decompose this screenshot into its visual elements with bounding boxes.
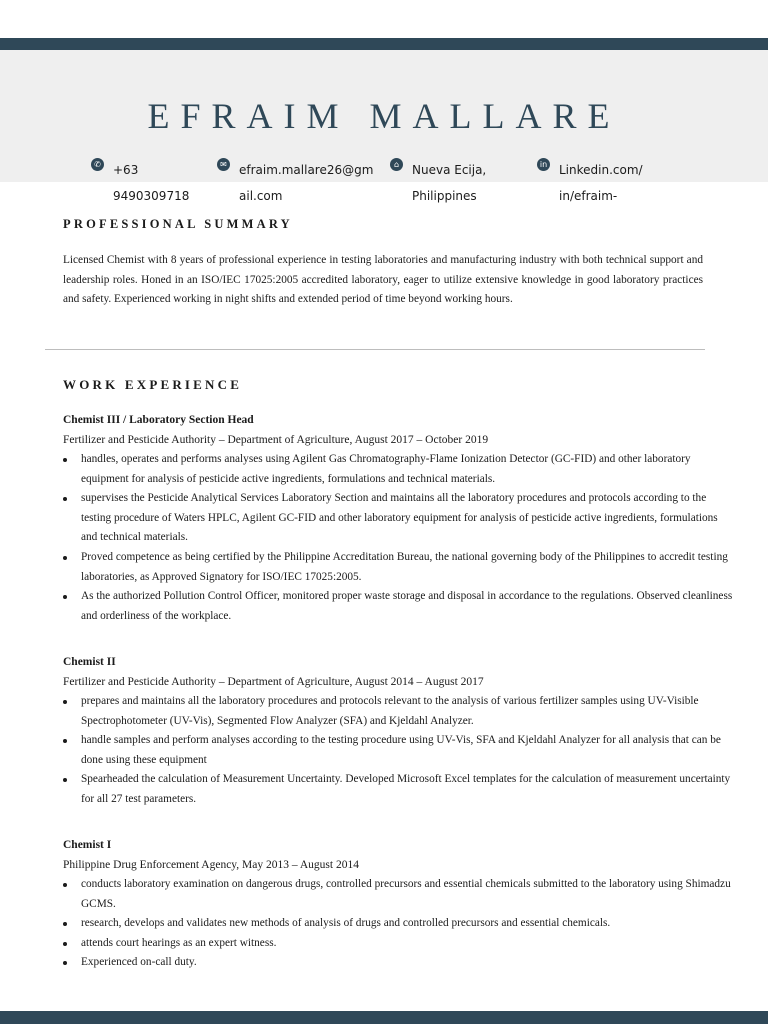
linkedin-line1[interactable]: Linkedin.com/	[559, 163, 643, 177]
bullet-icon	[63, 922, 67, 926]
job-title: Chemist II	[63, 656, 116, 668]
bullet-icon	[63, 458, 67, 462]
job-entry-3	[63, 835, 733, 973]
job-bullets	[63, 875, 733, 973]
bottom-accent-bar	[0, 1011, 768, 1024]
summary-text: Licensed Chemist with 8 years of professional experience in testing laboratories and manufacturing industry with both technical support and leadership roles. Honed in an ISO/IEC 17025:2005 accredited laboratory, eager to utilize extensive knowledge in good laboratory practices and safety. Experienced working in night shifts and extended period of time beyond working hours.	[63, 254, 703, 306]
job-organization: Fertilizer and Pesticide Authority – Department of Agriculture, August 2017 – October 2019	[63, 434, 489, 446]
candidate-name: EFRAIM MALLARE	[147, 96, 621, 136]
contact-phone	[91, 157, 201, 209]
job-organization: Philippine Drug Enforcement Agency, May 2013 – August 2014	[63, 859, 359, 871]
list-item: research, develops and validates new methods of analysis of drugs and controlled precursors and essential chemicals.	[63, 914, 733, 934]
job-bullets	[63, 450, 733, 626]
list-item: Spearheaded the calculation of Measurement Uncertainty. Developed Microsoft Excel templates for the calculation of measurement uncertainty for all 27 test parameters.	[63, 770, 733, 809]
linkedin-icon: in	[537, 158, 550, 171]
bullet-icon	[63, 497, 67, 501]
section-divider	[45, 349, 705, 350]
email-line2[interactable]: ail.com	[239, 189, 283, 203]
contact-email[interactable]	[217, 157, 387, 209]
experience-heading: WORK EXPERIENCE	[63, 377, 243, 392]
job-bullets	[63, 692, 733, 810]
list-item: supervises the Pesticide Analytical Services Laboratory Section and maintains all the laboratory procedures and protocols according to the testing procedure of Waters HPLC, Agilent GC-FID and other laboratory equipment for analysis of pesticide active ingredients, formulations and technical materials.	[63, 489, 733, 548]
list-item: Experienced on-call duty.	[63, 953, 733, 973]
email-icon: ✉	[217, 158, 230, 171]
bullet-icon	[63, 942, 67, 946]
location-line2: Philippines	[412, 189, 477, 203]
list-item: attends court hearings as an expert witness.	[63, 934, 733, 954]
list-item: handles, operates and performs analyses using Agilent Gas Chromatography-Flame Ionization Detector (GC-FID) and other laboratory equipment for analysis of pesticide active ingredients, formulations and technical materials.	[63, 450, 733, 489]
phone-line1: +63	[113, 163, 139, 177]
linkedin-line2[interactable]: in/efraim-	[559, 189, 618, 203]
list-item: conducts laboratory examination on dangerous drugs, controlled precursors and essential chemicals submitted to the laboratory using Shimadzu GCMS.	[63, 875, 733, 914]
phone-icon: ✆	[91, 158, 104, 171]
bullet-icon	[63, 556, 67, 560]
bullet-icon	[63, 961, 67, 965]
job-entry-1	[63, 410, 733, 626]
job-title: Chemist III / Laboratory Section Head	[63, 414, 254, 426]
job-organization: Fertilizer and Pesticide Authority – Department of Agriculture, August 2014 – August 2017	[63, 676, 484, 688]
list-item: handle samples and perform analyses according to the testing procedure using UV-Vis, SFA and Kjeldahl Analyzer for all analysis that can be done using these equipment	[63, 731, 733, 770]
job-title: Chemist I	[63, 839, 112, 851]
bullet-icon	[63, 700, 67, 704]
bullet-icon	[63, 883, 67, 887]
top-accent-bar	[0, 38, 768, 50]
phone-line2: 9490309718	[113, 189, 190, 203]
bullet-icon	[63, 739, 67, 743]
email-line1[interactable]: efraim.mallare26@gm	[239, 163, 374, 177]
contact-location	[390, 157, 520, 209]
list-item: As the authorized Pollution Control Officer, monitored proper waste storage and disposal in accordance to the regulations. Observed cleanliness and orderliness of the workplace.	[63, 587, 733, 626]
bullet-icon	[63, 595, 67, 599]
location-line1: Nueva Ecija,	[412, 163, 487, 177]
header-band	[0, 50, 768, 203]
job-entry-2	[63, 652, 733, 810]
summary-heading: PROFESSIONAL SUMMARY	[63, 217, 293, 231]
list-item: Proved competence as being certified by the Philippine Accreditation Bureau, the national governing body of the Philippines to accredit testing laboratories, as Approved Signatory for ISO/IEC 17025:2005.	[63, 548, 733, 587]
bullet-icon	[63, 778, 67, 782]
location-icon: ⌂	[390, 158, 403, 171]
contact-linkedin[interactable]	[537, 157, 687, 209]
list-item: prepares and maintains all the laboratory procedures and protocols relevant to the analysis of various fertilizer samples using UV-Visible Spectrophotometer (UV-Vis), Segmented Flow Analyzer (SFA) and Kjeldahl Analyzer.	[63, 692, 733, 731]
